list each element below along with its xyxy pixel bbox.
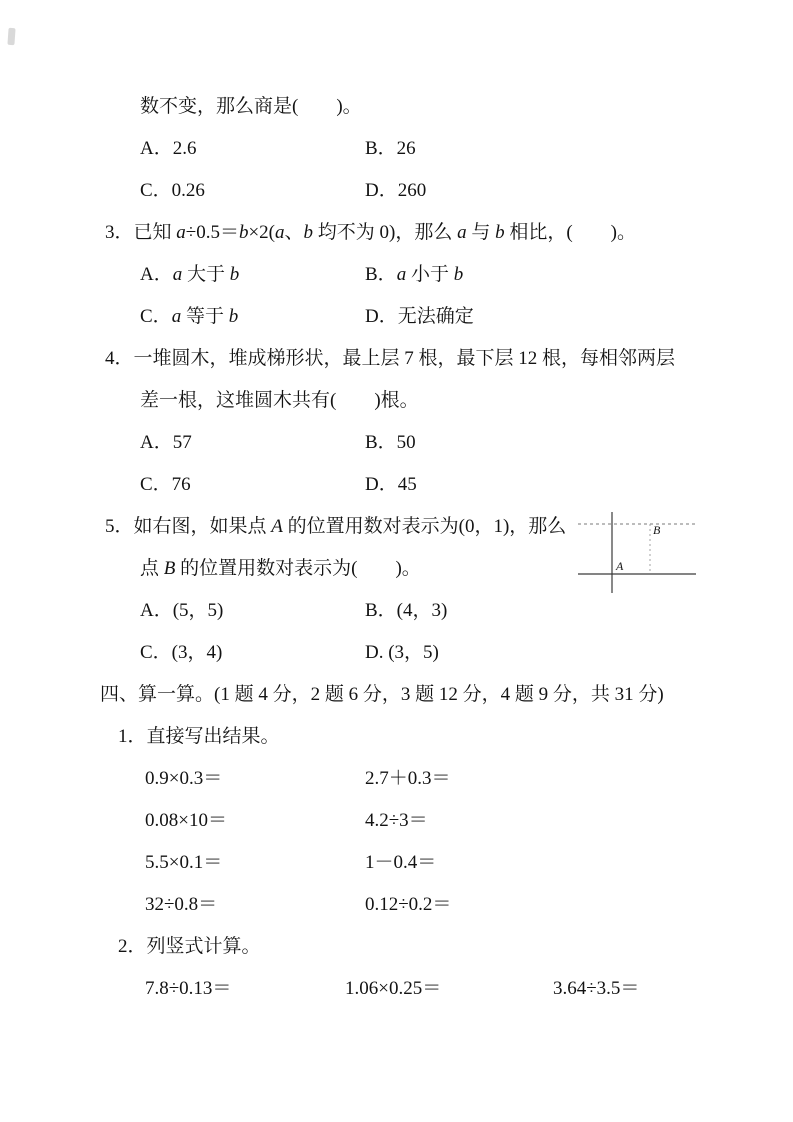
q4-option-c: C．76	[140, 473, 191, 495]
q2-option-c: C．0.26	[140, 179, 205, 201]
coordinate-grid	[578, 512, 696, 593]
q4-option-d: D．45	[365, 473, 417, 495]
q5-option-c: C．(3，4)	[140, 641, 223, 663]
q3-options-row-ab	[0, 251, 793, 293]
q5-option-d: D. (3，5)	[365, 641, 439, 663]
q2-options-row-cd	[0, 167, 793, 209]
section4-header-text: 四、算一算。(1 题 4 分，2 题 6 分，3 题 12 分，4 题 9 分，共 31 分)	[100, 683, 664, 705]
q3-options-row-cd	[0, 293, 793, 335]
section4-header	[0, 671, 793, 713]
section4-sub1-title-text: 1．直接写出结果。	[118, 725, 280, 747]
section4-sub2-title-text: 2．列竖式计算。	[118, 935, 261, 957]
q3-option-d: D．无法确定	[365, 305, 474, 327]
calc-row-3	[0, 839, 793, 881]
q2-stem-text: 数不变，那么商是( )。	[140, 95, 362, 117]
q2-option-b: B．26	[365, 137, 416, 159]
q3-stem-text: 3．已知 a÷0.5＝b×2(a、b 均不为 0)，那么 a 与 b 相比，( )。	[105, 221, 637, 243]
calc-row-2	[0, 797, 793, 839]
q4-stem-text-2: 差一根，这堆圆木共有( )根。	[140, 389, 419, 411]
vertical-calc-expression: 7.8÷0.13＝	[145, 977, 232, 999]
q2-option-a: A．2.6	[140, 137, 197, 159]
calc-expression: 32÷0.8＝	[145, 893, 218, 915]
q2-option-d: D．260	[365, 179, 427, 201]
q3-option-c: C．a 等于 b	[140, 305, 239, 327]
q5-grid-figure	[578, 512, 696, 593]
vertical-calc-row	[0, 965, 793, 1007]
q5-options-row-cd	[0, 629, 793, 671]
q5-stem-text-2: 点 B 的位置用数对表示为( )。	[140, 557, 421, 579]
calc-expression: 5.5×0.1＝	[145, 851, 223, 873]
q5-options-row-ab	[0, 587, 793, 629]
q4-stem-text-1: 4．一堆圆木，堆成梯形状，最上层 7 根，最下层 12 根，每相邻两层	[105, 347, 676, 369]
q3-option-b: B．a 小于 b	[365, 263, 464, 285]
section4-sub2-title	[0, 923, 793, 965]
q4-options-row-cd	[0, 461, 793, 503]
q4-option-a: A．57	[140, 431, 192, 453]
calc-expression: 1－0.4＝	[365, 851, 437, 873]
q3-stem	[0, 209, 793, 251]
q3-option-a: A．a 大于 b	[140, 263, 240, 285]
calc-row-4	[0, 881, 793, 923]
calc-expression: 0.9×0.3＝	[145, 767, 223, 789]
q4-stem-line1	[0, 335, 793, 377]
q4-options-row-ab	[0, 419, 793, 461]
calc-expression: 0.08×10＝	[145, 809, 227, 831]
calc-expression: 0.12÷0.2＝	[365, 893, 452, 915]
calc-expression: 4.2÷3＝	[365, 809, 428, 831]
q2-stem-continuation	[0, 83, 793, 125]
vertical-calc-expression: 3.64÷3.5＝	[553, 977, 640, 999]
vertical-calc-expression: 1.06×0.25＝	[345, 977, 442, 999]
point-b-label: B	[653, 523, 661, 537]
calc-expression: 2.7＋0.3＝	[365, 767, 451, 789]
scan-artifact	[7, 28, 15, 45]
q5-stem-text-1: 5．如右图，如果点 A 的位置用数对表示为(0，1)，那么	[105, 515, 567, 537]
point-a-label: A	[616, 559, 624, 573]
q2-options-row-ab	[0, 125, 793, 167]
q4-stem-line2	[0, 377, 793, 419]
q5-option-a: A．(5，5)	[140, 599, 224, 621]
q5-option-b: B．(4，3)	[365, 599, 448, 621]
calc-row-1	[0, 755, 793, 797]
section4-sub1-title	[0, 713, 793, 755]
q4-option-b: B．50	[365, 431, 416, 453]
